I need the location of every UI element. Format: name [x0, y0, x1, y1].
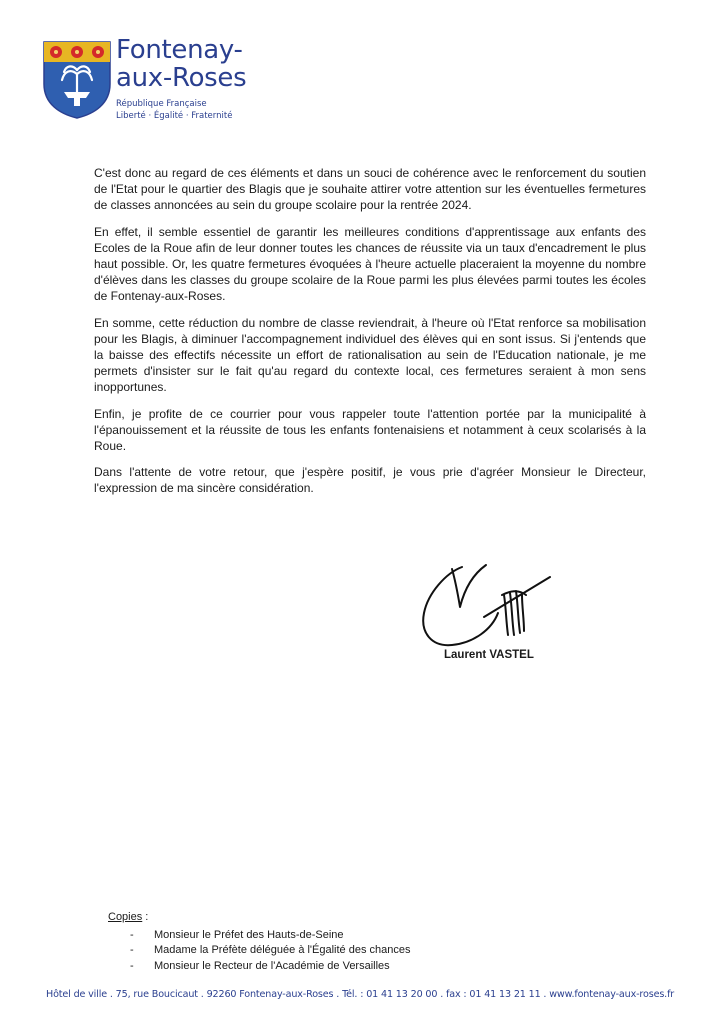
brand-name-line2: aux-Roses — [116, 63, 247, 93]
list-item — [130, 943, 411, 959]
list-bullet: - — [130, 928, 134, 941]
paragraph: Dans l'attente de votre retour, que j'espère positif, je vous prie d'agréer Monsieur le Directeur, l'expression de ma sincère considération. — [94, 465, 646, 496]
copies-title: Copies — [108, 911, 143, 923]
copy-recipient: Madame la Préfète déléguée à l'Égalité des chances — [154, 944, 411, 956]
brand-name-line1: Fontenay- — [116, 35, 243, 65]
copies-title-colon: : — [142, 911, 149, 923]
paragraph: En somme, cette réduction du nombre de classe reviendrait, à l'heure où l'Etat renforce sa mobilisation pour les Blagis, à diminuer l'accompagnement individuel des élèves qui en sont issus. Si j'entends que la baisse des effectifs nécessite un effort de rationalisation au sein de l'Education nationale, je me permets d'insister sur le fait qu'au regard du contexte local, ces fermetures seraient à mon sens inopportunes. — [94, 315, 646, 395]
list-bullet: - — [130, 959, 134, 972]
city-crest-icon — [42, 40, 112, 120]
signatory-name: Laurent VASTEL — [444, 649, 534, 661]
copy-recipient: Monsieur le Recteur de l'Académie de Versailles — [154, 959, 390, 972]
footer-contact: Hôtel de ville . 75, rue Boucicaut . 92260 Fontenay-aux-Roses . Tél. : 01 41 13 20 00 . fax : 01 41 13 21 11 . www.fontenay-aux-roses.fr — [46, 989, 675, 1000]
copies-list — [130, 928, 411, 975]
letterhead — [42, 36, 292, 126]
city-brand — [116, 36, 246, 122]
paragraph: En effet, il semble essentiel de garantir les meilleures conditions d'apprentissage aux enfants des Ecoles de la Roue afin de leur donner toutes les chances de réussite via un taux d'encadrement le plus haut possible. Or, les quatre fermetures évoquées à l'heure actuelle placeraient la moyenne du nombre d'élèves dans les classes du groupe scolaire de la Roue parmi les plus élevées parmi toutes les écoles de Fontenay-aux-Roses. — [94, 224, 646, 304]
list-item — [130, 959, 411, 975]
list-bullet: - — [130, 944, 134, 956]
letter-body — [94, 165, 646, 507]
paragraph: C'est donc au regard de ces éléments et dans un souci de cohérence avec le renforcement du soutien de l'Etat pour le quartier des Blagis que je souhaite attirer votre attention sur les éventuelles fermetures de classes annoncées au sein du groupe scolaire pour la rentrée 2024. — [94, 166, 646, 213]
brand-tagline-republic: République Française — [116, 99, 207, 109]
list-item — [130, 928, 411, 944]
copies-section — [108, 910, 411, 974]
copy-recipient: Monsieur le Préfet des Hauts-de-Seine — [154, 928, 344, 941]
paragraph: Enfin, je profite de ce courrier pour vous rappeler toute l'attention portée par la municipalité à l'épanouissement et la réussite de tous les enfants fontenaisiens et notamment à ceux scolarisés à la Roue. — [94, 406, 646, 454]
brand-tagline-motto: Liberté · Égalité · Fraternité — [116, 111, 233, 121]
